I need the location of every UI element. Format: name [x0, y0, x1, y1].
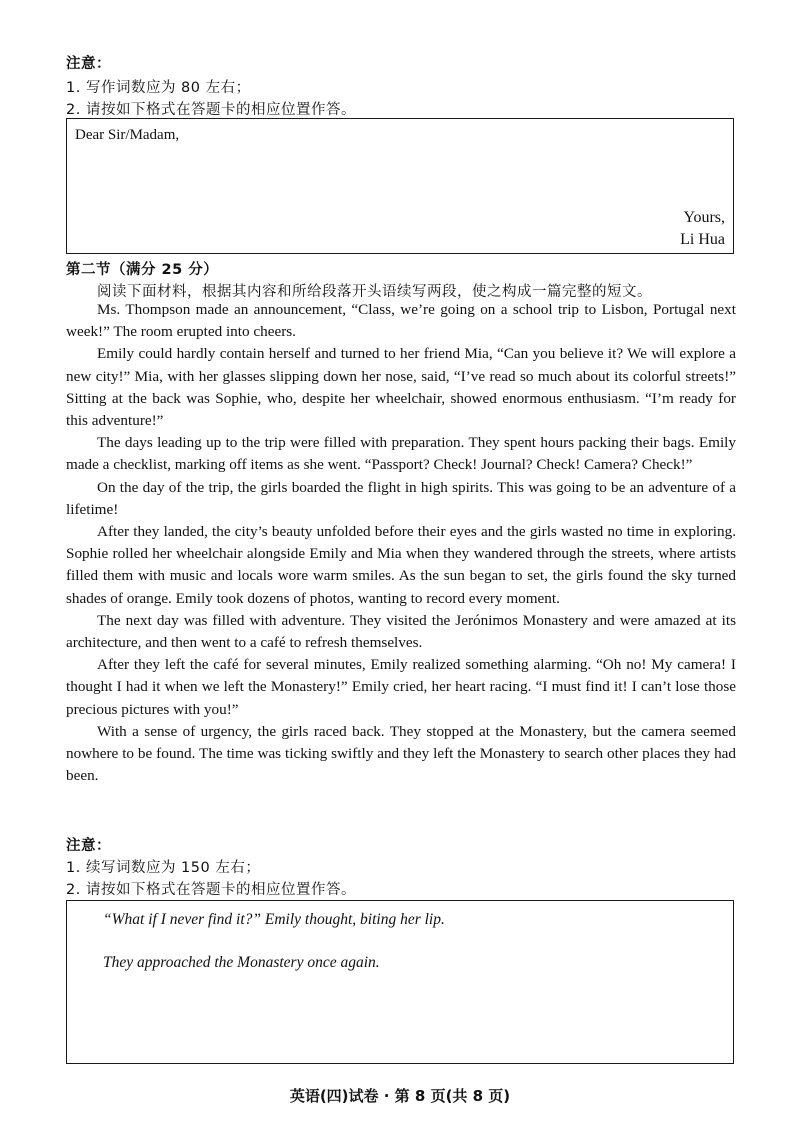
letter-answer-box [66, 118, 734, 254]
story-paragraph: Ms. Thompson made an announcement, “Class, we’re going on a school trip to Lisbon, Portugal next week!” The room erupted into cheers. [66, 301, 736, 341]
page-footer: 英语(四)试卷 · 第 8 页(共 8 页) [289, 1087, 511, 1105]
continuation-opener-1: “What if I never find it?” Emily thought, biting her lip. [103, 911, 445, 928]
section-two-instruction: 阅读下面材料，根据其内容和所给段落开头语续写两段，使之构成一篇完整的短文。 [97, 284, 652, 300]
letter-signature: Li Hua [680, 231, 725, 248]
continuation-opener-2: They approached the Monastery once again. [103, 954, 380, 971]
story-passage [66, 299, 736, 787]
story-paragraph: The days leading up to the trip were filled with preparation. They spent hours packing their bags. Emily made a checklist, marking off items as she went. “Passport? Check! Journal? Check! Camera? Check!” [66, 434, 736, 474]
letter-closing: Yours, [683, 209, 725, 226]
continuation-note-1: 1. 续写词数应为 150 左右； [66, 860, 261, 876]
story-paragraph: After they landed, the city’s beauty unfolded before their eyes and the girls wasted no time in exploring. Sophie rolled her wheelchair alongside Emily and Mia when they wandered through the streets, where artists filled them with music and locals wore warm smiles. As the sun began to set, the girls found the sky turned shades of orange. Emily took dozens of photos, wanting to record every moment. [66, 523, 736, 607]
continuation-note-title: 注意： [66, 838, 111, 854]
letter-salutation: Dear Sir/Madam, [75, 127, 180, 143]
writing-note-1: 1. 写作词数应为 80 左右； [66, 80, 251, 96]
writing-note-title: 注意： [66, 56, 111, 72]
story-paragraph: Emily could hardly contain herself and turned to her friend Mia, “Can you believe it? We will explore a new city!” Mia, with her glasses slipping down her nose, said, “I’ve read so much about its colorful streets!” Sitting at the back was Sophie, who, despite her wheelchair, showed enormous enthusiasm. “I’m ready for this adventure!” [66, 345, 736, 430]
continuation-note-2: 2. 请按如下格式在答题卡的相应位置作答。 [66, 882, 356, 898]
continuation-answer-box [66, 900, 734, 1064]
story-paragraph: After they left the café for several minutes, Emily realized something alarming. “Oh no! My camera! I thought I had it when we left the Monastery!” Emily cried, her heart racing. “I must find it! I can’t lose those precious pictures with you!” [66, 656, 736, 718]
story-paragraph: The next day was filled with adventure. They visited the Jerónimos Monastery and were amazed at its architecture, and then went to a café to refresh themselves. [66, 611, 736, 652]
writing-note-2: 2. 请按如下格式在答题卡的相应位置作答。 [66, 102, 356, 118]
section-two-title: 第二节（满分 25 分） [66, 262, 219, 278]
story-paragraph: On the day of the trip, the girls boarded the flight in high spirits. This was going to be an adventure of a lifetime! [66, 478, 736, 518]
story-paragraph: With a sense of urgency, the girls raced back. They stopped at the Monastery, but the camera seemed nowhere to be found. The time was ticking swiftly and they left the Monastery to search other places they had been. [66, 722, 736, 785]
